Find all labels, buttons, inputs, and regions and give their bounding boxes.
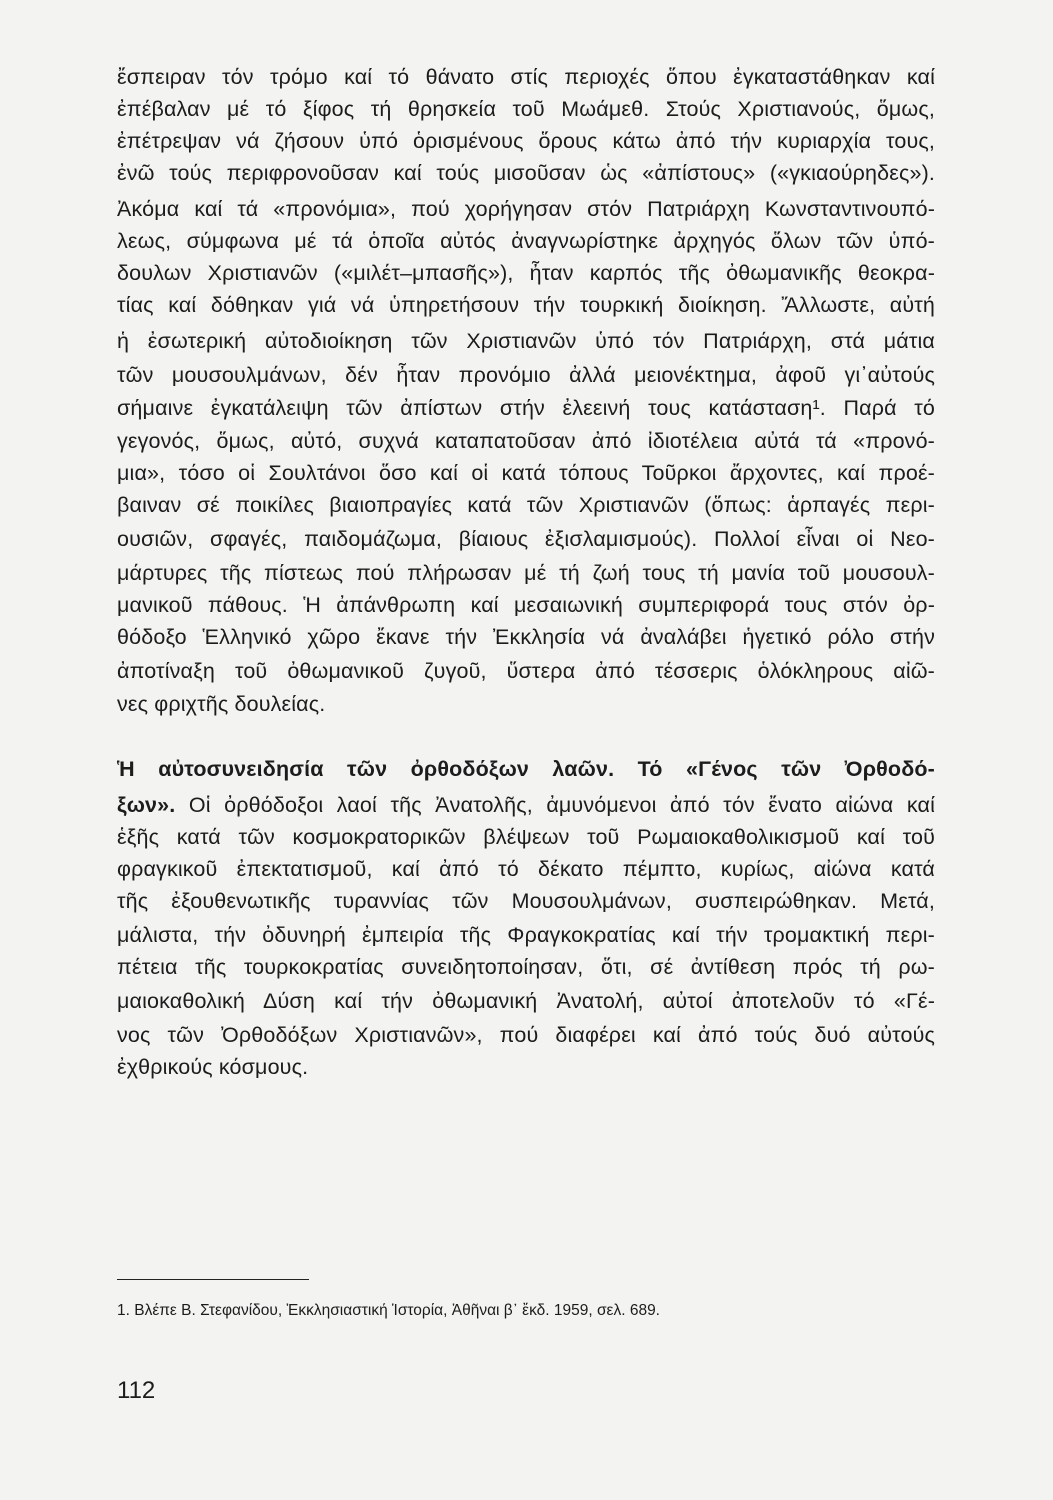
text-line: ἑξῆς κατά τῶν κοσμοκρατορικῶν βλέψεων τοῦ Ρωμαιοκαθολικισμοῦ καί τοῦ bbox=[117, 825, 935, 849]
text-line: νες φριχτῆς δουλείας. bbox=[117, 692, 326, 716]
text-line: φραγκικοῦ ἐπεκτατισμοῦ, καί ἀπό τό δέκατο πέμπτο, κυρίως, αἰώνα κατά bbox=[117, 857, 935, 881]
text-line: Ἀκόμα καί τά «προνόμια», πού χορήγησαν στόν Πατριάρχη Κωνσταντινουπό- bbox=[117, 197, 935, 221]
text-line bbox=[117, 790, 935, 820]
text-line: ἔσπειραν τόν τρόμο καί τό θάνατο στίς περιοχές ὅπου ἐγκαταστάθηκαν καί bbox=[117, 65, 935, 89]
footnote: 1. Βλέπε Β. Στεφανίδου, Ἐκκλησιαστική Ἱστορία, Ἀθῆναι β᾽ ἔκδ. 1959, σελ. 689. bbox=[117, 1302, 660, 1319]
footnote-divider bbox=[117, 1279, 309, 1280]
section-text-start: Οἱ ὀρθόδοξοι λαοί τῆς Ἀνατολῆς, ἀμυνόμενοι ἀπό τόν ἔνατο αἰώνα καί bbox=[175, 793, 935, 817]
text-line: τῆς ἐξουθενωτικῆς τυραννίας τῶν Μουσουλμάνων, συσπειρώθηκαν. Μετά, bbox=[117, 889, 935, 913]
text-line: νος τῶν Ὀρθοδόξων Χριστιανῶν», πού διαφέρει καί ἀπό τούς δυό αὐτούς bbox=[117, 1023, 935, 1047]
text-line: ουσιῶν, σφαγές, παιδομάζωμα, βίαιους ἐξισλαμισμούς). Πολλοί εἶναι οἱ Νεο- bbox=[117, 527, 935, 551]
text-line: δουλων Χριστιανῶν («μιλέτ–μπασῆς»), ἦταν καρπός τῆς ὀθωμανικῆς θεοκρα- bbox=[117, 261, 935, 285]
text-line: ἐχθρικούς κόσμους. bbox=[117, 1055, 309, 1079]
text-line: ἡ ἐσωτερική αὐτοδιοίκηση τῶν Χριστιανῶν ὑπό τόν Πατριάρχη, στά μάτια bbox=[117, 329, 935, 353]
text-line: μάρτυρες τῆς πίστεως πού πλήρωσαν μέ τή ζωή τους τή μανία τοῦ μουσουλ- bbox=[117, 561, 935, 585]
text-line: τῶν μουσουλμάνων, δέν ἦταν προνόμιο ἀλλά μειονέκτημα, ἀφοῦ γι᾽αὐτούς bbox=[117, 363, 935, 387]
text-line: γεγονός, ὅμως, αὐτό, συχνά καταπατοῦσαν ἀπό ἰδιοτέλεια αὐτά τά «προνό- bbox=[117, 429, 935, 453]
section-heading: Ἡ αὐτοσυνειδησία τῶν ὀρθοδόξων λαῶν. Τό «Γένος τῶν Ὀρθοδό- bbox=[117, 757, 935, 781]
section-heading-continuation: ξων». bbox=[117, 793, 176, 817]
text-line: σήμαινε ἐγκατάλειψη τῶν ἀπίστων στήν ἐλεεινή τους κατάσταση¹. Παρά τό bbox=[117, 396, 935, 420]
text-line: μαιοκαθολική Δύση καί τήν ὀθωμανική Ἀνατολή, αὐτοί ἀποτελοῦν τό «Γέ- bbox=[117, 989, 935, 1013]
text-line: μάλιστα, τήν ὀδυνηρή ἐμπειρία τῆς Φραγκοκρατίας καί τήν τρομακτική περι- bbox=[117, 923, 935, 947]
text-line: θόδοξο Ἑλληνικό χῶρο ἔκανε τήν Ἐκκλησία νά ἀναλάβει ἡγετικό ρόλο στήν bbox=[117, 625, 935, 649]
text-line: ἀποτίναξη τοῦ ὀθωμανικοῦ ζυγοῦ, ὕστερα ἀπό τέσσερις ὁλόκληρους αἰῶ- bbox=[117, 659, 935, 683]
text-line: τίας καί δόθηκαν γιά νά ὑπηρετήσουν τήν τουρκική διοίκηση. Ἄλλωστε, αὐτή bbox=[117, 293, 935, 317]
text-line: μανικοῦ πάθους. Ἡ ἀπάνθρωπη καί μεσαιωνική συμπεριφορά τους στόν ὀρ- bbox=[117, 593, 935, 617]
text-line: πέτεια τῆς τουρκοκρατίας συνειδητοποίησαν, ὅτι, σέ ἀντίθεση πρός τή ρω- bbox=[117, 955, 935, 979]
text-line: ἐπέτρεψαν νά ζήσουν ὑπό ὁρισμένους ὅρους κάτω ἀπό τήν κυριαρχία τους, bbox=[117, 129, 935, 153]
text-line: βαιναν σέ ποικίλες βιαιοπραγίες κατά τῶν Χριστιανῶν (ὅπως: ἁρπαγές περι- bbox=[117, 493, 935, 517]
page-number: 112 bbox=[117, 1377, 156, 1404]
text-line: μια», τόσο οἱ Σουλτάνοι ὅσο καί οἱ κατά τόπους Τοῦρκοι ἄρχοντες, καί προέ- bbox=[117, 461, 935, 485]
text-line: ἐπέβαλαν μέ τό ξίφος τή θρησκεία τοῦ Μωάμεθ. Στούς Χριστιανούς, ὅμως, bbox=[117, 97, 935, 121]
text-line: ἐνῶ τούς περιφρονοῦσαν καί τούς μισοῦσαν ὡς «ἀπίστους» («γκιαούρηδες»). bbox=[117, 161, 935, 185]
text-line: λεως, σύμφωνα μέ τά ὁποῖα αὐτός ἀναγνωρίστηκε ἀρχηγός ὅλων τῶν ὑπό- bbox=[117, 229, 935, 253]
